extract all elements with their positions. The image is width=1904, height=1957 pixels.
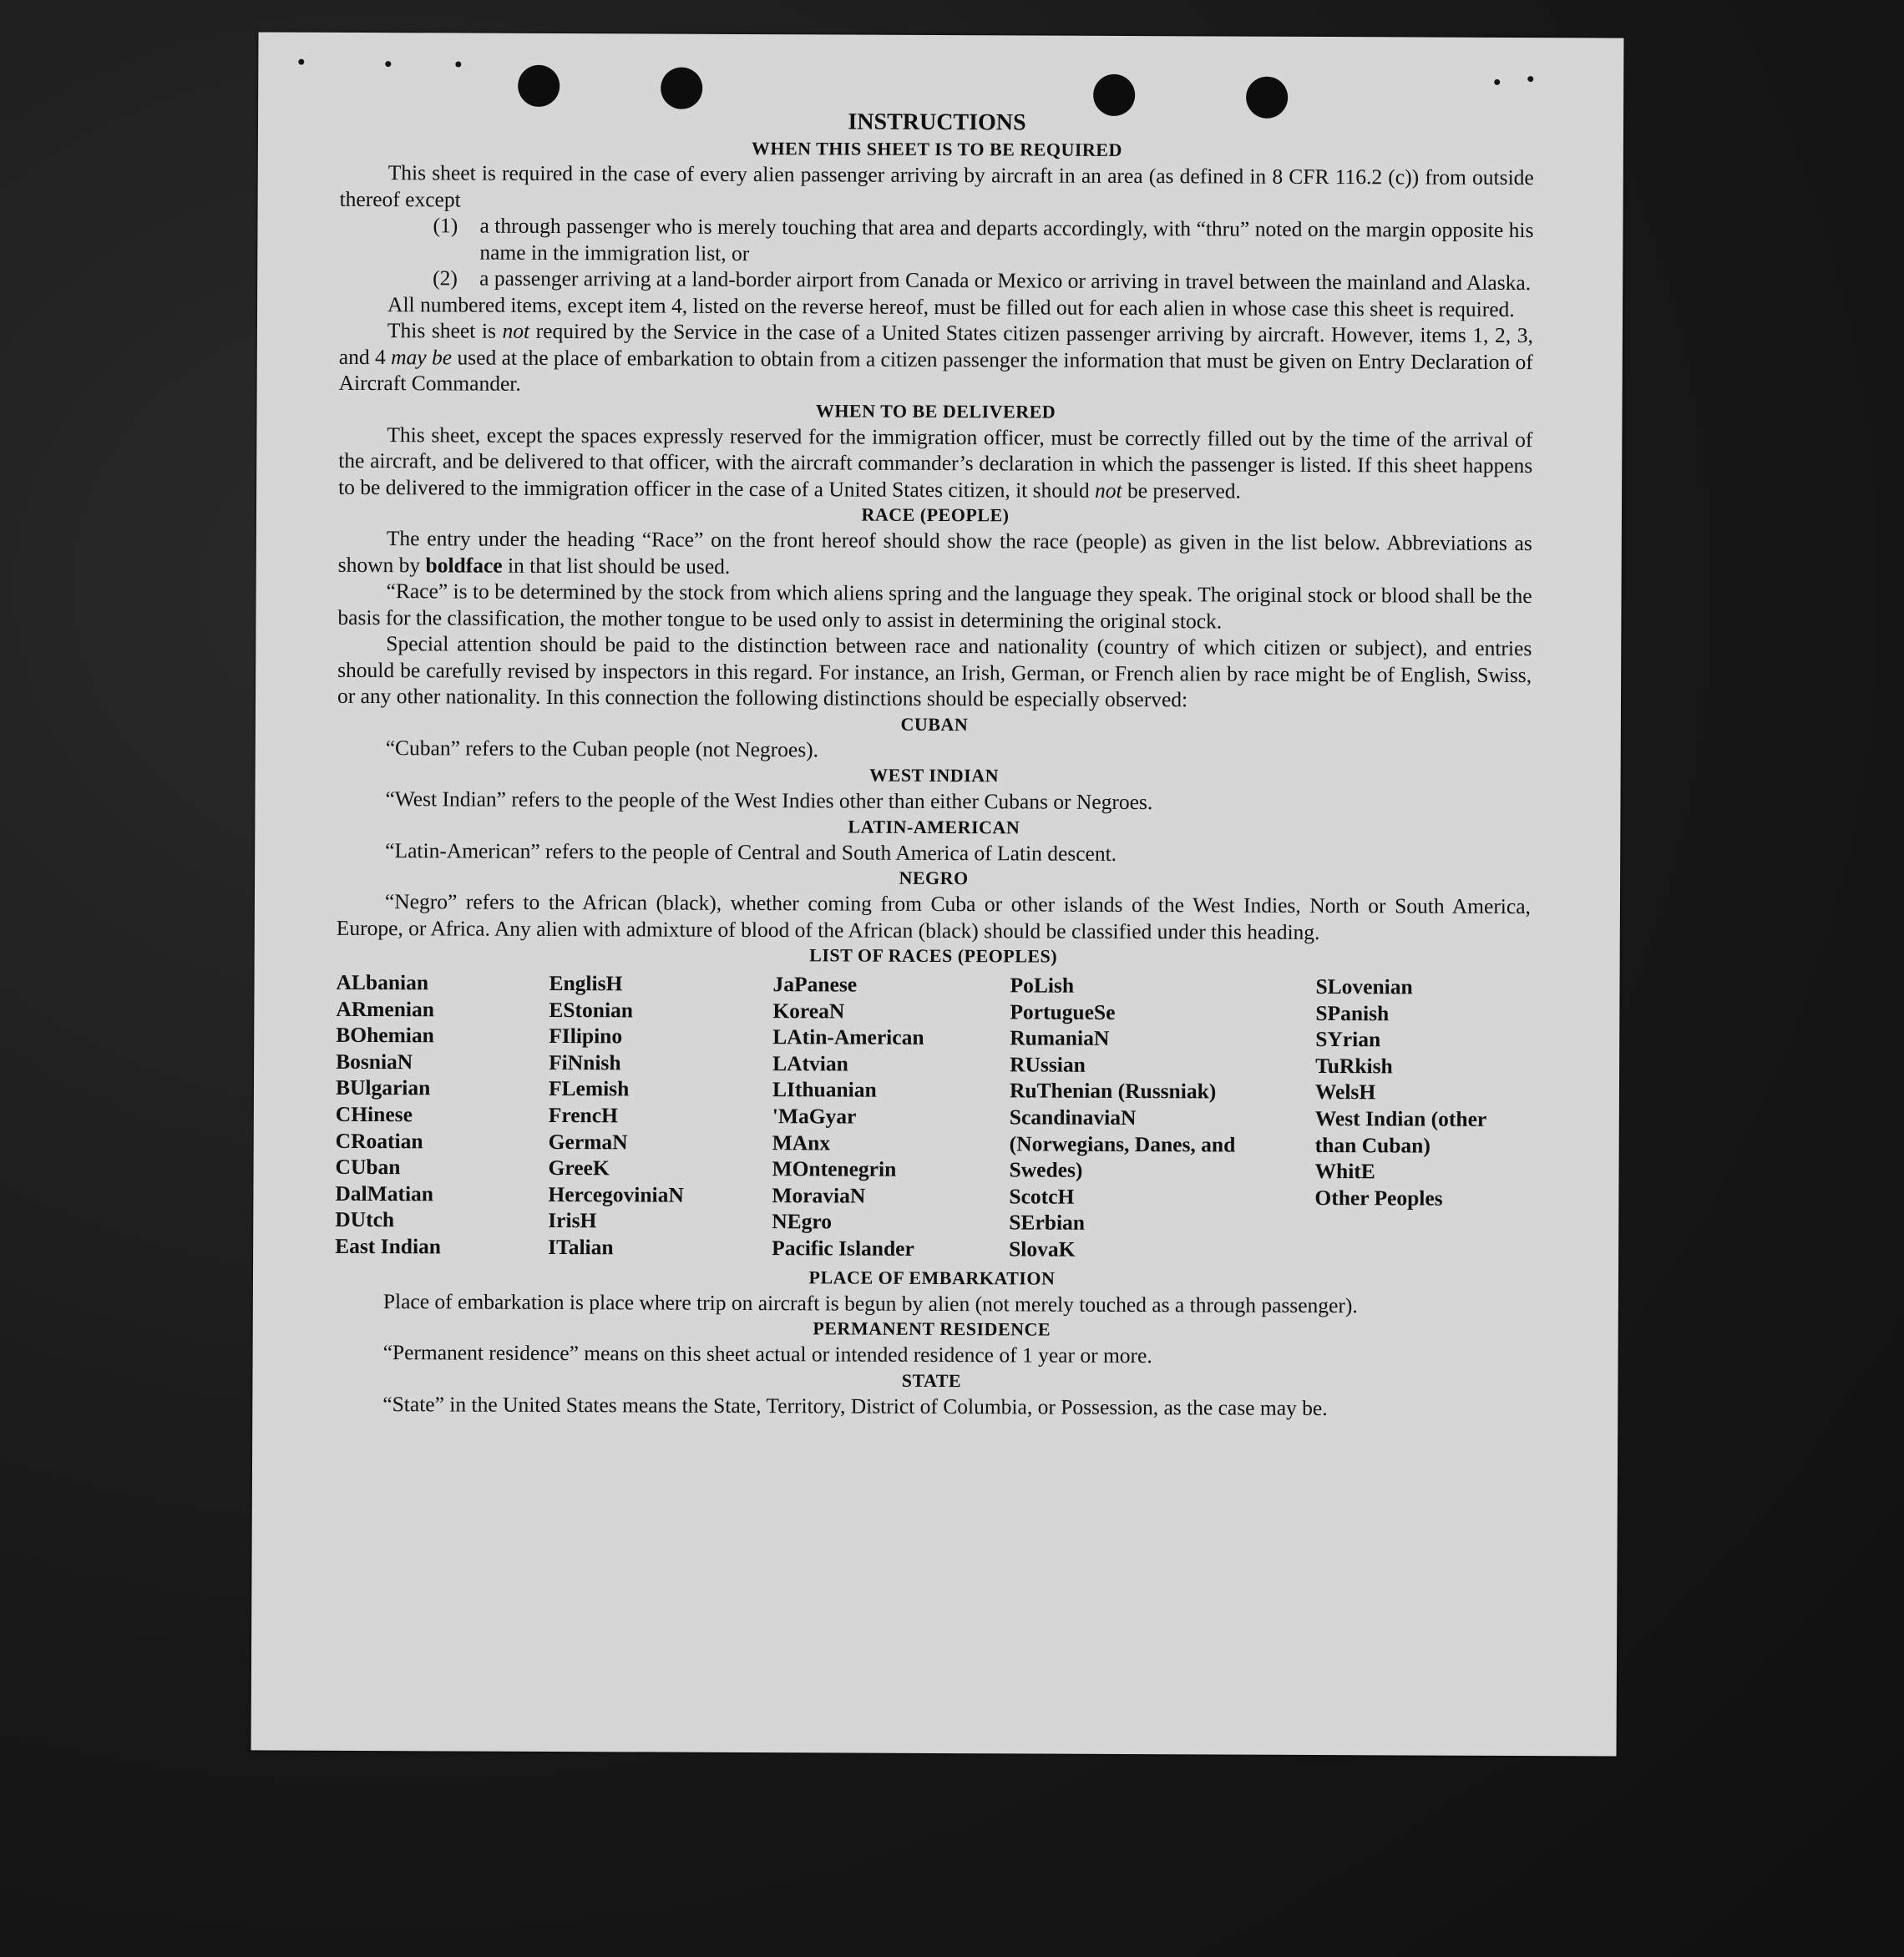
- race-entry: CUban: [335, 1155, 401, 1180]
- race-entry: BUlgarian: [335, 1075, 431, 1100]
- heading-place-of-embarkation: PLACE OF EMBARKATION: [808, 1266, 1056, 1289]
- race-entry: IrisH: [548, 1208, 597, 1233]
- race-entry: LAtin-American: [772, 1024, 924, 1050]
- race-entry: SErbian: [1009, 1210, 1086, 1236]
- race-entry: SYrian: [1315, 1027, 1381, 1052]
- heading-cuban: CUBAN: [900, 713, 969, 735]
- race-entry: Other Peoples: [1314, 1185, 1443, 1211]
- item-text: a through passenger who is merely touching that area and departs accordingly, with “thru” noted on the margin opposite his name in the immigration list, or: [479, 213, 1534, 265]
- west-indian-text: “West Indian” refers to the people of the West Indies other than either Cubans or Negroes.: [385, 786, 1153, 815]
- races-column-2: [548, 970, 773, 1262]
- scan-speck: [455, 61, 461, 67]
- punch-hole-1: [518, 65, 560, 107]
- permanent-residence-text: “Permanent residence” means on this sheet actual or intended residence of 1 year or more.: [382, 1340, 1152, 1368]
- races-column-5: [1314, 973, 1531, 1265]
- race-entry: DUtch: [335, 1207, 395, 1232]
- race-entry: East Indian: [335, 1233, 442, 1259]
- race-entry: RuThenian (Russniak): [1009, 1078, 1217, 1104]
- heading-negro: NEGRO: [899, 867, 969, 889]
- race-entry: RumaniaN: [1010, 1025, 1110, 1051]
- race-entry: BOhemian: [336, 1023, 434, 1048]
- race-entry: ALbanian: [336, 969, 429, 995]
- race-entry: NEgro: [772, 1209, 833, 1234]
- race-entry: PoLish: [1010, 973, 1075, 998]
- race-entry: LAtvian: [772, 1050, 848, 1076]
- heading-west-indian: WEST INDIAN: [869, 764, 1000, 786]
- heading-when-delivered: WHEN TO BE DELIVERED: [815, 399, 1056, 422]
- scan-speck: [298, 59, 304, 65]
- race-entry: JaPanese: [772, 972, 858, 997]
- race-entry: ITalian: [548, 1234, 614, 1260]
- punch-hole-2: [661, 68, 702, 109]
- race-entry: ScandinaviaN (Norwegians, Danes, and Swedes): [1009, 1105, 1236, 1182]
- races-column-4: [1009, 972, 1316, 1263]
- race-entry: TuRkish: [1315, 1053, 1393, 1079]
- race-entry: ARmenian: [336, 996, 435, 1021]
- race-entry: FiNnish: [549, 1049, 621, 1075]
- heading-state: STATE: [901, 1369, 962, 1391]
- race-entry: PortugueSe: [1010, 999, 1116, 1024]
- race-entry: HercegoviniaN: [548, 1181, 684, 1207]
- when-required-intro: This sheet is required in the case of every alien passenger arriving by aircraft in an area (as defined in 8 CFR 116.2 (c)) from outside thereof except: [339, 160, 1534, 212]
- race-entry: KoreaN: [772, 998, 845, 1024]
- races-column-1: [335, 969, 549, 1261]
- scan-speck: [385, 61, 391, 67]
- race-entry: SlovaK: [1009, 1236, 1076, 1262]
- race-entry: SPanish: [1315, 1000, 1390, 1025]
- race-entry: LIthuanian: [772, 1077, 877, 1103]
- heading-race: RACE (PEOPLE): [861, 503, 1010, 526]
- when-required-para-3: This sheet is not required by the Service in the case of a United States citizen passenger arriving by aircraft. However, items 1, 2, 3, and 4 may be used at the place of embarkation to obtain from a citizen passenger the information that must be given on Entry Declaration of Aircraft Commander.: [338, 318, 1533, 396]
- race-entry: CHinese: [335, 1101, 413, 1127]
- document-sheet: [251, 32, 1624, 1756]
- race-entry: MoraviaN: [772, 1182, 866, 1208]
- item-text: a passenger arriving at a land-border airport from Canada or Mexico or arriving in travel between the mainland and Alaska.: [479, 265, 1532, 296]
- race-entry: GreeK: [548, 1155, 610, 1181]
- cuban-text: “Cuban” refers to the Cuban people (not Negroes).: [385, 735, 819, 761]
- item-number: (2): [433, 265, 458, 291]
- race-entry: FrencH: [548, 1102, 618, 1128]
- race-entry: West Indian (other than Cuban): [1314, 1105, 1486, 1158]
- race-para-1: The entry under the heading “Race” on the front hereof should show the race (people) as given in the list below. Abbreviations as shown by boldface in that list should be used.: [337, 526, 1532, 579]
- race-para-2: “Race” is to be determined by the stock from which aliens spring and the language they speak. The original stock or blood shall be the basis for the classification, the mother tongue to be used only to assist in determining the original stock.: [337, 579, 1532, 633]
- page-title: INSTRUCTIONS: [848, 109, 1026, 136]
- latin-american-text: “Latin-American” refers to the people of Central and South America of Latin descent.: [385, 837, 1117, 866]
- races-column-3: [772, 971, 1010, 1262]
- race-entry: MOntenegrin: [772, 1156, 897, 1181]
- when-delivered-text: This sheet, except the spaces expressly reserved for the immigration officer, must be correctly filled out by the time of the arrival of the aircraft, and be delivered to that officer, with the aircraft commander’s declaration in which the passenger is listed. If this sheet happens to be delivered to the immigration officer in the case of a United States citizen, it should not be preserved.: [338, 422, 1533, 503]
- heading-latin-american: LATIN-AMERICAN: [848, 816, 1020, 837]
- heading-list-of-races: LIST OF RACES (PEOPLES): [809, 944, 1058, 967]
- race-entry: GermaN: [548, 1129, 628, 1154]
- race-entry: EStonian: [549, 997, 634, 1023]
- race-entry: CRoatian: [335, 1128, 423, 1153]
- race-entry: ScotcH: [1009, 1184, 1075, 1209]
- race-entry: EnglisH: [549, 970, 623, 996]
- negro-text: “Negro” refers to the African (black), whether coming from Cuba or other islands of the West Indies, North or South America, Europe, or Africa. Any alien with admixture of blood of the African (black) should be classified under this heading.: [336, 889, 1532, 944]
- race-entry: FIlipino: [549, 1024, 623, 1049]
- scan-speck: [1527, 76, 1533, 82]
- when-required-para-2: All numbered items, except item 4, listed on the reverse hereof, must be filled out for each alien in whose case this sheet is required.: [387, 291, 1515, 321]
- race-entry: WelsH: [1314, 1080, 1376, 1105]
- race-entry: 'MaGyar: [772, 1104, 857, 1129]
- scan-speck: [1494, 79, 1500, 85]
- instructions-content: [334, 106, 1534, 1422]
- race-entry: WhitE: [1314, 1159, 1375, 1184]
- race-entry: RUssian: [1010, 1052, 1086, 1077]
- race-entry: Pacific Islander: [772, 1236, 914, 1261]
- heading-permanent-residence: PERMANENT RESIDENCE: [813, 1317, 1051, 1340]
- race-para-3: Special attention should be paid to the distinction between race and nationality (country of which citizen or subject), and entries should be carefully revised by inspectors in this regard. For instance, an Irish, German, or French alien by race might be of English, Swiss, or any other nationality. In this connection the following distinctions should be especially observed:: [337, 631, 1532, 712]
- item-number: (1): [433, 213, 458, 238]
- race-entry: DalMatian: [335, 1181, 434, 1206]
- state-text: “State” in the United States means the State, Territory, District of Columbia, or Possession, as the case may be.: [382, 1391, 1328, 1420]
- race-entry: MAnx: [772, 1130, 831, 1155]
- place-of-embarkation-text: Place of embarkation is place where trip on aircraft is begun by alien (not merely touched as a through passenger).: [382, 1288, 1358, 1317]
- race-entry: SLovenian: [1315, 973, 1413, 999]
- exception-item-2: [433, 265, 1533, 296]
- races-list: [335, 969, 1531, 1265]
- exception-item-1: [433, 212, 1533, 270]
- race-entry: BosniaN: [336, 1049, 413, 1075]
- heading-when-required: WHEN THIS SHEET IS TO BE REQUIRED: [751, 138, 1122, 160]
- race-entry: FLemish: [548, 1076, 630, 1101]
